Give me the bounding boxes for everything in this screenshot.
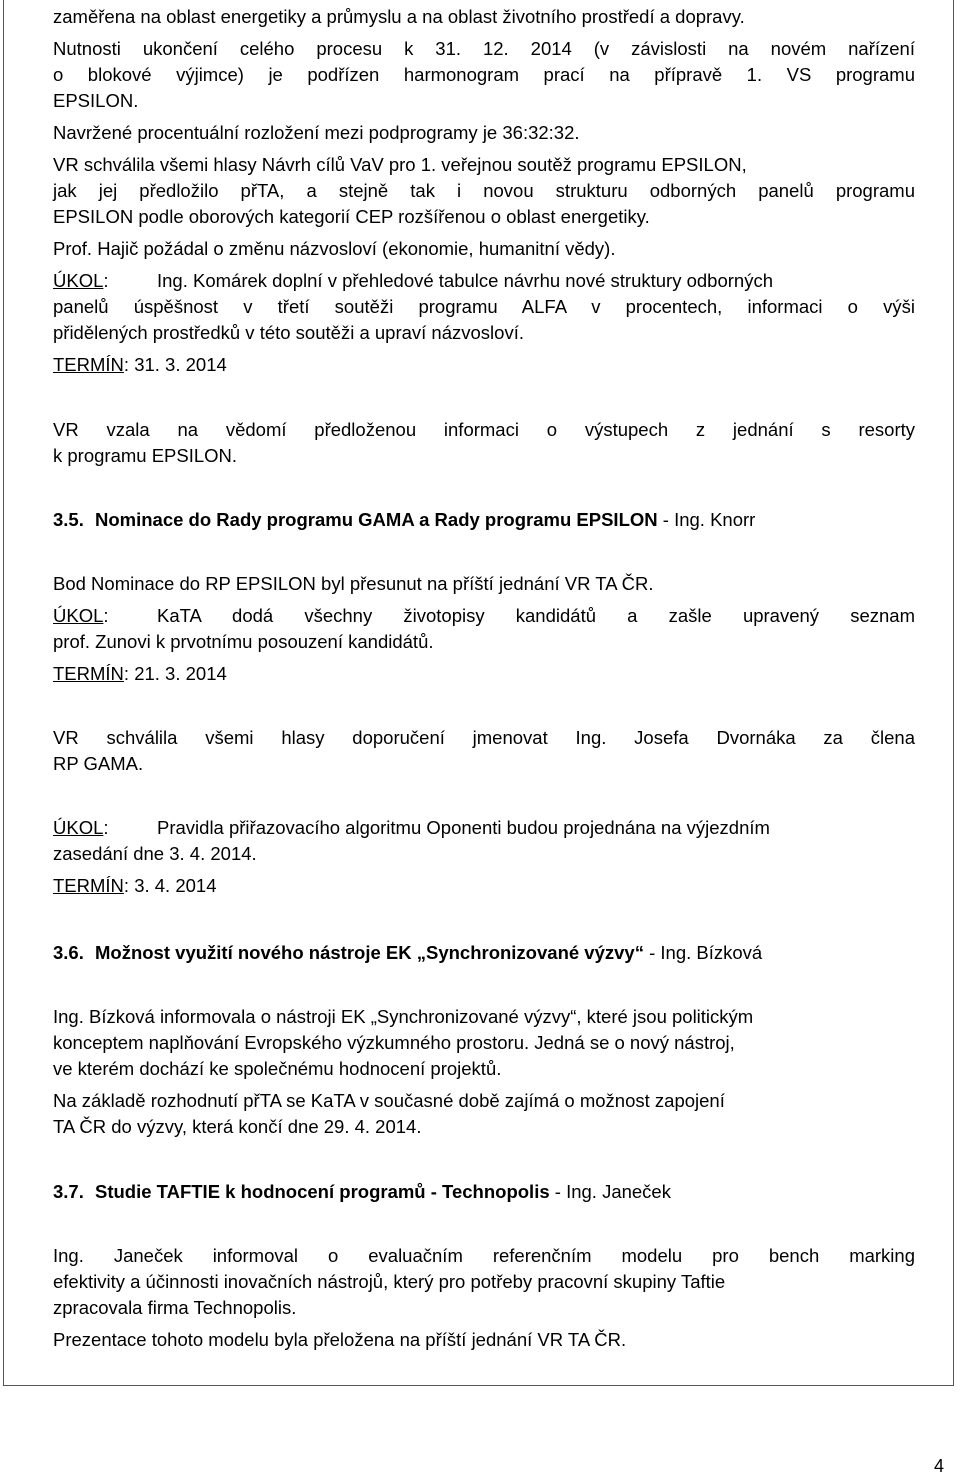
section-heading-3-5 (53, 507, 755, 533)
text-line: prof. Zunovi k prvotnímu posouzení kandidátů. (53, 631, 434, 652)
text-line: EPSILON podle oborových kategorií CEP rozšířenou o oblast energetiky. (53, 206, 650, 227)
text-line: Prezentace tohoto modelu byla přeložena na příští jednání VR TA ČR. (53, 1329, 627, 1350)
task-line: ÚKOL: KaTA dodá všechny životopisy kandidátů a zašle upravený seznam (53, 603, 915, 629)
task-line: ÚKOL: Ing. Komárek doplní v přehledové tabulce návrhu nové struktury odborných (53, 270, 774, 291)
text-line: panelů úspěšnost v třetí soutěži programu ALFA v procentech, informaci o výši (53, 296, 915, 317)
text-line: Nutnosti ukončení celého procesu k 31. 12. 2014 (v závislosti na novém nařízení (53, 38, 915, 59)
text-line: Na základě rozhodnutí přTA se KaTA v současné době zajímá o možnost zapojení (53, 1090, 725, 1111)
task-text: Pravidla přiřazovacího algoritmu Oponenti budou projednána na výjezdním (157, 817, 770, 838)
deadline-line (53, 352, 915, 378)
section-title: Možnost využití nového nástroje EK „Synchronizované výzvy“ (95, 942, 644, 963)
text-line: ve kterém dochází ke společnému hodnocení projektů. (53, 1058, 502, 1079)
deadline-line (53, 873, 915, 899)
task-text: KaTA dodá všechny životopisy kandidátů a zašle upravený seznam (157, 605, 915, 626)
text-line: přidělených prostředků v této soutěži a upraví názvosloví. (53, 322, 524, 343)
deadline-label: TERMÍN (53, 663, 124, 684)
section-person: - Ing. Bízková (643, 942, 763, 963)
text-line: EPSILON. (53, 90, 139, 111)
text-line: k programu EPSILON. (53, 445, 238, 466)
section-person: - Ing. Janeček (549, 1181, 671, 1202)
deadline-label: TERMÍN (53, 875, 124, 896)
text-line: konceptem naplňování Evropského výzkumného prostoru. Jedná se o nový nástroj, (53, 1032, 735, 1053)
section-number: 3.5. (53, 509, 84, 530)
text-line: Ing. Bízková informovala o nástroji EK „Synchronizované výzvy“, které jsou politickým (53, 1006, 754, 1027)
task-label: ÚKOL (53, 270, 104, 291)
task-label: ÚKOL (53, 817, 104, 838)
text-line: Ing. Janeček informoval o evaluačním referenčním modelu pro bench marking (53, 1245, 915, 1266)
section-number: 3.7. (53, 1181, 84, 1202)
section-number: 3.6. (53, 942, 84, 963)
section-heading-3-6 (53, 940, 762, 966)
text-line: RP GAMA. (53, 753, 144, 774)
text-line: zpracovala firma Technopolis. (53, 1297, 297, 1318)
text-line: TA ČR do výzvy, která končí dne 29. 4. 2014. (53, 1116, 422, 1137)
text-line: VR schválila všemi hlasy Návrh cílů VaV pro 1. veřejnou soutěž programu EPSILON, (53, 154, 747, 175)
text-line: Bod Nominace do RP EPSILON byl přesunut na příští jednání VR TA ČR. (53, 573, 654, 594)
text-line: efektivity a účinnosti inovačních nástrojů, který pro potřeby pracovní skupiny Taftie (53, 1271, 726, 1292)
text-line: Prof. Hajič požádal o změnu názvosloví (ekonomie, humanitní vědy). (53, 238, 616, 259)
task-line: ÚKOL: Pravidla přiřazovacího algoritmu Oponenti budou projednána na výjezdním (53, 817, 770, 838)
deadline-date: : 31. 3. 2014 (123, 354, 227, 375)
section-heading-3-7 (53, 1179, 671, 1205)
deadline-date: : 3. 4. 2014 (123, 875, 217, 896)
text-line: o blokové výjimce) je podřízen harmonogram prací na přípravě 1. VS programu (53, 64, 915, 85)
text-line: Navržené procentuální rozložení mezi podprogramy je 36:32:32. (53, 122, 580, 143)
text-line: zaměřena na oblast energetiky a průmyslu a na oblast životního prostředí a dopravy. (53, 6, 745, 27)
deadline-line (53, 661, 915, 687)
page-number: 4 (934, 1456, 945, 1476)
deadline-date: : 21. 3. 2014 (123, 663, 227, 684)
text-line: VR schválila všemi hlasy doporučení jmenovat Ing. Josefa Dvornáka za člena (53, 727, 915, 748)
section-person: - Ing. Knorr (657, 509, 756, 530)
text-line: jak jej předložilo přTA, a stejně tak i novou strukturu odborných panelů programu (53, 180, 915, 201)
deadline-label: TERMÍN (53, 354, 124, 375)
text-line: VR vzala na vědomí předloženou informaci o výstupech z jednání s resorty (53, 419, 915, 440)
section-title: Nominace do Rady programu GAMA a Rady programu EPSILON (95, 509, 658, 530)
section-title: Studie TAFTIE k hodnocení programů - Technopolis (95, 1181, 550, 1202)
task-text: Ing. Komárek doplní v přehledové tabulce návrhu nové struktury odborných (157, 270, 774, 291)
task-label: ÚKOL (53, 605, 104, 626)
text-line: zasedání dne 3. 4. 2014. (53, 843, 257, 864)
